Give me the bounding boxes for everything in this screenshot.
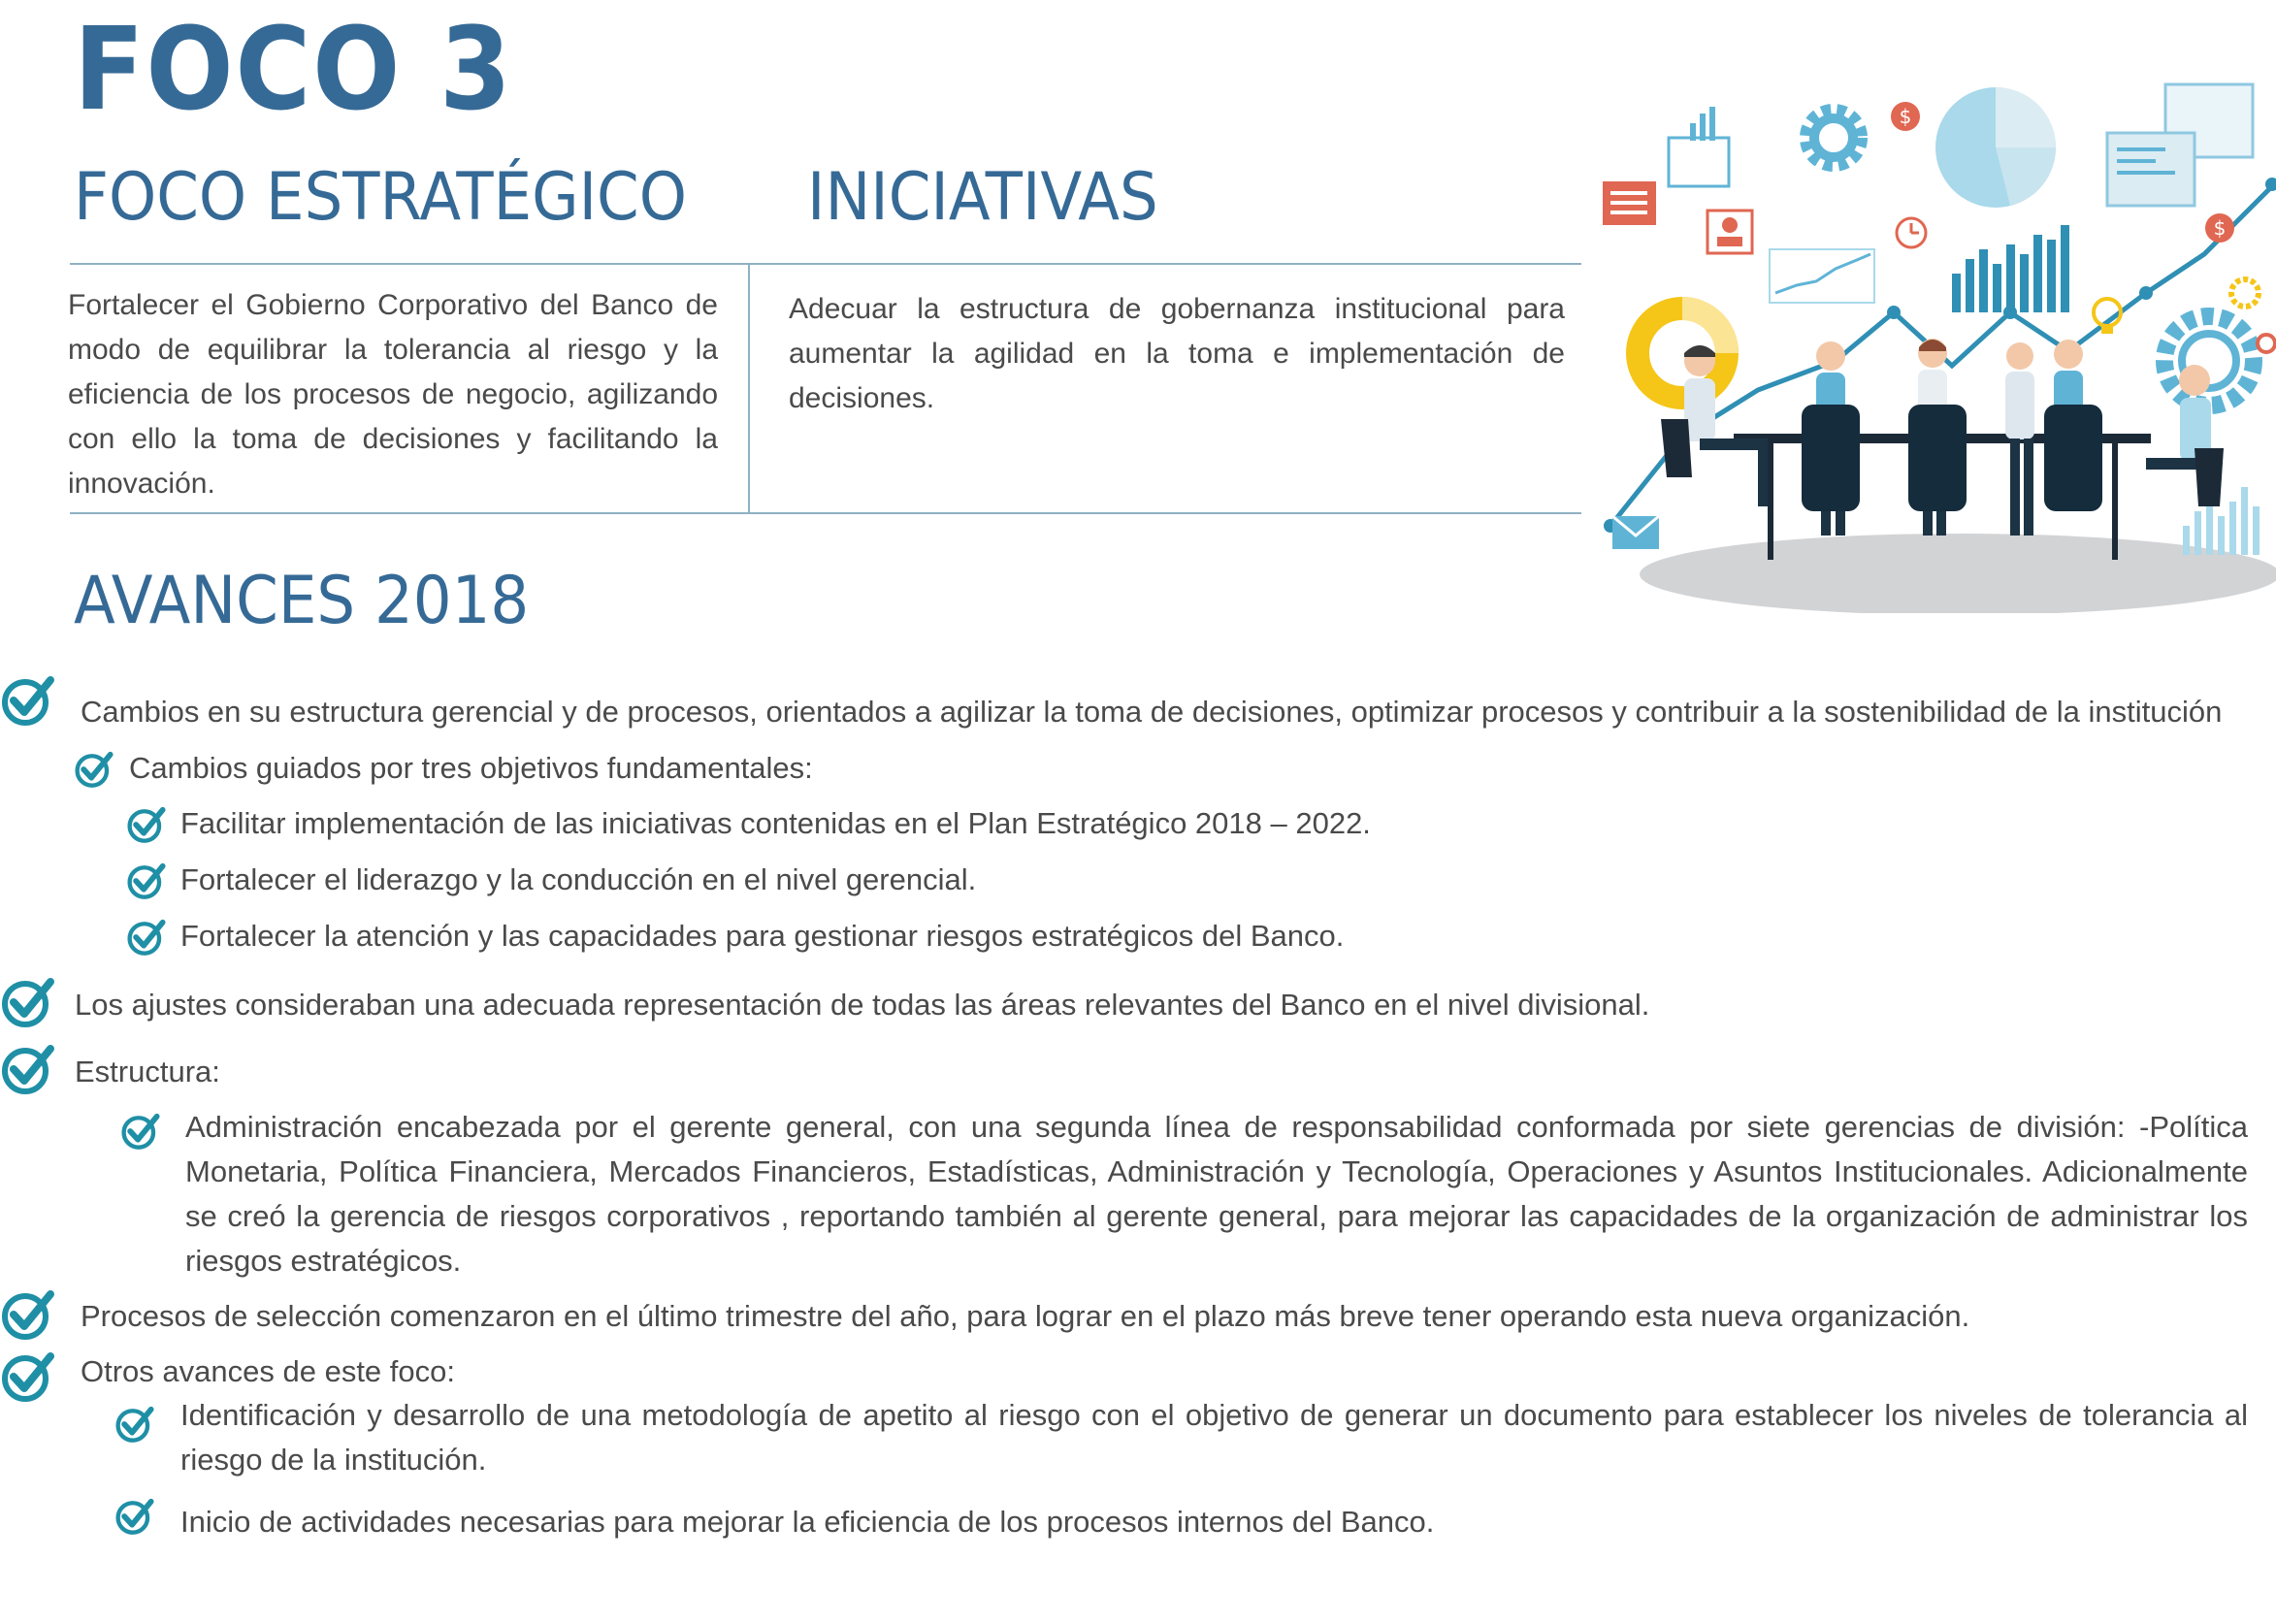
- avance-item: [75, 1050, 220, 1094]
- check-icon: [74, 749, 114, 790]
- avance-subitem-text: Identificación y desarrollo de una metodología de apetito al riesgo con el objetivo de generar un documento para establecer los niveles de tolerancia al riesgo de la institución.: [180, 1398, 2248, 1477]
- avance-subitem: [185, 1105, 2248, 1283]
- avance-subitem-text: Fortalecer el liderazgo y la conducción en el nivel gerencial.: [180, 862, 977, 896]
- avance-subitem: [180, 858, 976, 902]
- avance-item-text: Estructura:: [75, 1055, 220, 1088]
- column-heading-foco-estrategico: FOCO ESTRATÉGICO: [74, 159, 687, 236]
- avance-item-text: Cambios en su estructura gerencial y de procesos, orientados a agilizar la toma de decisiones, optimizar procesos y contribuir a la sostenibilidad de la institución: [81, 695, 2223, 729]
- check-icon: [114, 1404, 155, 1445]
- check-icon: [0, 1348, 56, 1405]
- check-icon: [126, 861, 167, 901]
- column-divider: [748, 263, 750, 514]
- iniciativas-text: Adecuar la estructura de gobernanza institucional para aumentar la agilidad en la toma e implementación de decisiones.: [789, 293, 1565, 414]
- avance-item: [81, 1294, 1969, 1339]
- column-heading-iniciativas: INICIATIVAS: [807, 159, 1158, 236]
- avance-item: [81, 1349, 455, 1394]
- check-icon: [126, 917, 167, 958]
- avance-item-text: Los ajustes consideraban una adecuada representación de todas las áreas relevantes del Banco en el nivel divisional.: [75, 988, 1650, 1022]
- header-divider: [70, 263, 1581, 265]
- avance-subitem-text: Fortalecer la atención y las capacidades para gestionar riesgos estratégicos del Banco.: [180, 919, 1345, 953]
- avance-subitem-text: Facilitar implementación de las iniciativas contenidas en el Plan Estratégico 2018 – 2022.: [180, 806, 1371, 840]
- section-divider: [70, 512, 1581, 514]
- avance-subitem-text: Inicio de actividades necesarias para mejorar la eficiencia de los procesos internos del Banco.: [180, 1505, 1435, 1539]
- foco-estrategico-text: Fortalecer el Gobierno Corporativo del Banco de modo de equilibrar la tolerancia al riesgo y la eficiencia de los procesos de negocio, agilizando con ello la toma de decisiones y facilitando la innovación.: [68, 289, 718, 500]
- check-icon: [0, 1286, 56, 1343]
- check-icon: [126, 804, 167, 845]
- page-title: FOCO 3: [74, 2, 513, 136]
- avances-heading: AVANCES 2018: [74, 563, 530, 639]
- check-icon: [0, 672, 56, 729]
- avance-subitem: [180, 1393, 2248, 1482]
- meeting-illustration: [1603, 70, 2276, 613]
- avance-subitem-text: Cambios guiados por tres objetivos fundamentales:: [129, 751, 813, 785]
- avance-subitem: [180, 1500, 1434, 1544]
- avance-item: [81, 690, 2222, 734]
- check-icon: [114, 1496, 155, 1537]
- svg-text:$: $: [1899, 105, 1912, 128]
- svg-text:$: $: [2213, 216, 2227, 240]
- avance-item-text: Otros avances de este foco:: [81, 1354, 455, 1388]
- avance-subitem: [129, 746, 813, 791]
- avance-subitem-text: Administración encabezada por el gerente general, con una segunda línea de responsabilidad conformada por siete gerencias de división: -Política Monetaria, Política Financiera, Mercados Financieros, Estadísticas, Administración y Tecnología, Operaciones y Asuntos Institucionales. Adicionalmente se creó la gerencia de riesgos corporativos , reportando también al gerente general, para mejorar las capacidades de la organización de administrar los riesgos estratégicos.: [185, 1110, 2248, 1278]
- avance-item-text: Procesos de selección comenzaron en el último trimestre del año, para lograr en el plazo más breve tener operando esta nueva organización.: [81, 1299, 1970, 1333]
- avance-subitem: [180, 801, 1371, 846]
- check-icon: [0, 1041, 56, 1097]
- gear-icon: [1806, 111, 1861, 165]
- check-icon: [0, 974, 56, 1030]
- check-icon: [120, 1111, 161, 1152]
- avance-item: [75, 983, 1649, 1027]
- avance-subitem: [180, 914, 1344, 958]
